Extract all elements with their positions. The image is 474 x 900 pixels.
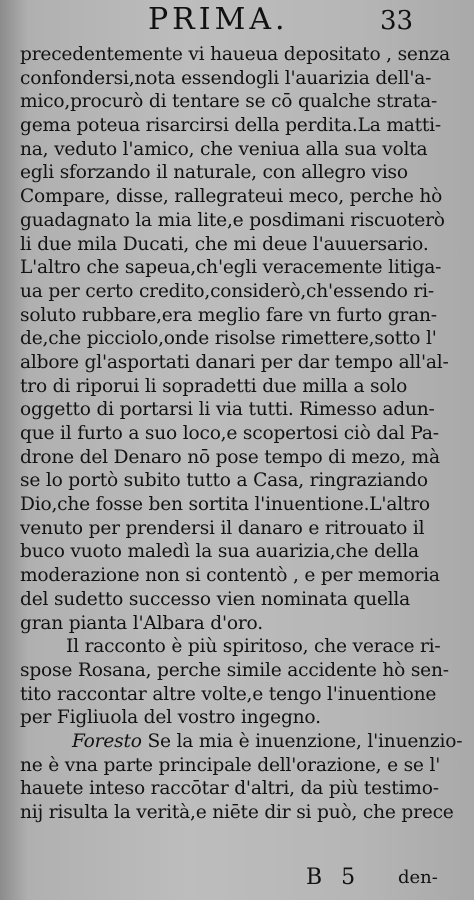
speaker-line-text: Se la mia è inuenzione, l'inuenzio- [147, 730, 463, 752]
text-line: soluto rubbare,era meglio fare vn furto gran- [20, 304, 437, 326]
running-head: PRIMA. [148, 2, 289, 37]
text-line: albore gl'asportati danari per dar tempo all'al- [20, 351, 449, 373]
text-line: oggetto di portarsi li via tutti. Rimesso adun- [20, 399, 435, 421]
text-line: se lo portò subito tutto a Casa, ringraziando [20, 470, 428, 492]
catchword: den- [398, 867, 438, 888]
text-line: ua per certo credito,considerò,ch'essendo ri- [20, 280, 434, 302]
text-line: de,che picciolo,onde risolse rimettere,sotto l' [20, 328, 437, 350]
page-footer [0, 865, 474, 895]
text-line: tro di riporui li sopradetti due milla a solo [20, 375, 408, 397]
text-line: na, veduto l'amico, che veniua alla sua volta [20, 138, 428, 160]
page-header [0, 2, 474, 42]
text-line: li due mila Ducati, che mi deue l'auuersario. [20, 233, 429, 255]
text-line: L'altro che sapeua,ch'egli veracemente litiga- [20, 257, 442, 279]
speaker-line [20, 730, 466, 754]
text-line: Il racconto è più spiritoso, che verace ri- [66, 636, 441, 658]
text-line: per Figliuola del vostro ingegno. [20, 707, 321, 729]
text-line: mico,procurò di tentare se cō qualche strata- [20, 91, 438, 113]
text-line: gema poteua risarcirsi della perdita.La matti- [20, 115, 442, 137]
text-line: guadagnato la mia lite,e posdimani riscuoterò [20, 209, 445, 231]
page-number: 33 [380, 6, 414, 36]
text-line: drone del Denaro nō pose tempo di mezo, mà [20, 446, 440, 468]
text-line: venuto per prendersi il danaro e ritrouato il [20, 517, 425, 539]
text-line: moderazione non si contentò , e per memoria [20, 565, 440, 587]
text-line: spose Rosana, perche simile accidente hò sen- [20, 659, 449, 681]
text-line: egli sforzando il naturale, con allegro viso [20, 162, 408, 184]
text-line: que il furto a suo loco,e scopertosi ciò dal Pa- [20, 423, 439, 444]
text-line: confondersi,nota essendogli l'auarizia dell'a- [20, 67, 432, 89]
text-line: Compare, disse, rallegrateui meco, perche hò [20, 186, 443, 208]
speaker-name: Foresto [72, 730, 142, 752]
text-line: gran pianta l'Albara d'oro. [20, 612, 263, 634]
text-line: buco vuoto maledì la sua auarizia,che della [20, 541, 419, 563]
text-line: del sudetto successo vien nominata quella [20, 588, 411, 610]
text-line: tito raccontar altre volte,e tengo l'inuentione [20, 683, 437, 705]
text-line: ne è vna parte principale dell'orazione, e se l' [20, 754, 441, 776]
text-line: precedentemente vi haueua depositato , senza [20, 44, 450, 65]
text-line: hauete inteso raccōtar d'altri, da più testimo- [20, 778, 439, 800]
body-text [20, 43, 466, 825]
text-line: nij risulta la verità,e niēte dir si può, che prece [20, 802, 454, 823]
signature-mark: B 5 [306, 865, 362, 890]
text-line: Dio,che fosse ben sortita l'inuentione.L'altro [20, 494, 430, 516]
